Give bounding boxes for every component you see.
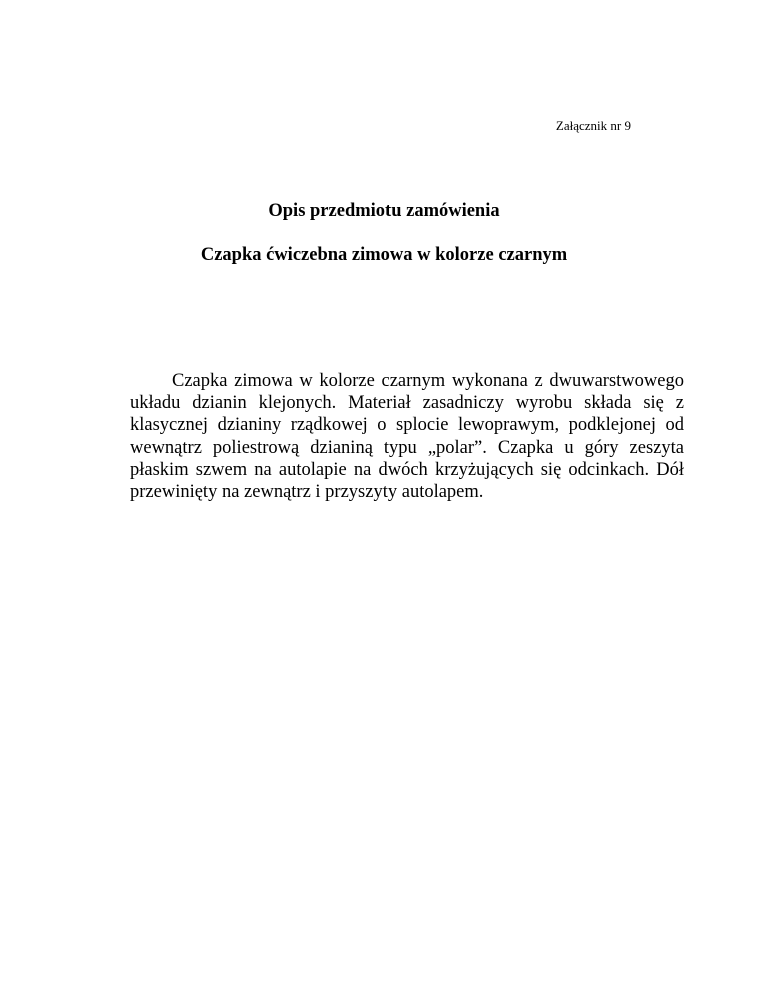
attachment-label: Załącznik nr 9 — [555, 118, 631, 133]
document-title: Opis przedmiotu zamówienia — [268, 201, 500, 221]
description-paragraph: Czapka zimowa w kolorze czarnym wykonana z dwuwarstwowego układu dzianin klejonych. Materiał zasadniczy wyrobu składa się z klasycznej dzianiny rządkowej o splocie lewoprawym, podklejonej od wewnątrz poliestrową dzianiną typu „polar”. Czapka u góry zeszyta płaskim szwem na autolapie na dwóch krzyżujących się odcinkach. Dół przewinięty na zewnątrz i przyszyty autolapem. — [130, 371, 684, 503]
document-subtitle: Czapka ćwiczebna zimowa w kolorze czarnym — [200, 245, 568, 265]
